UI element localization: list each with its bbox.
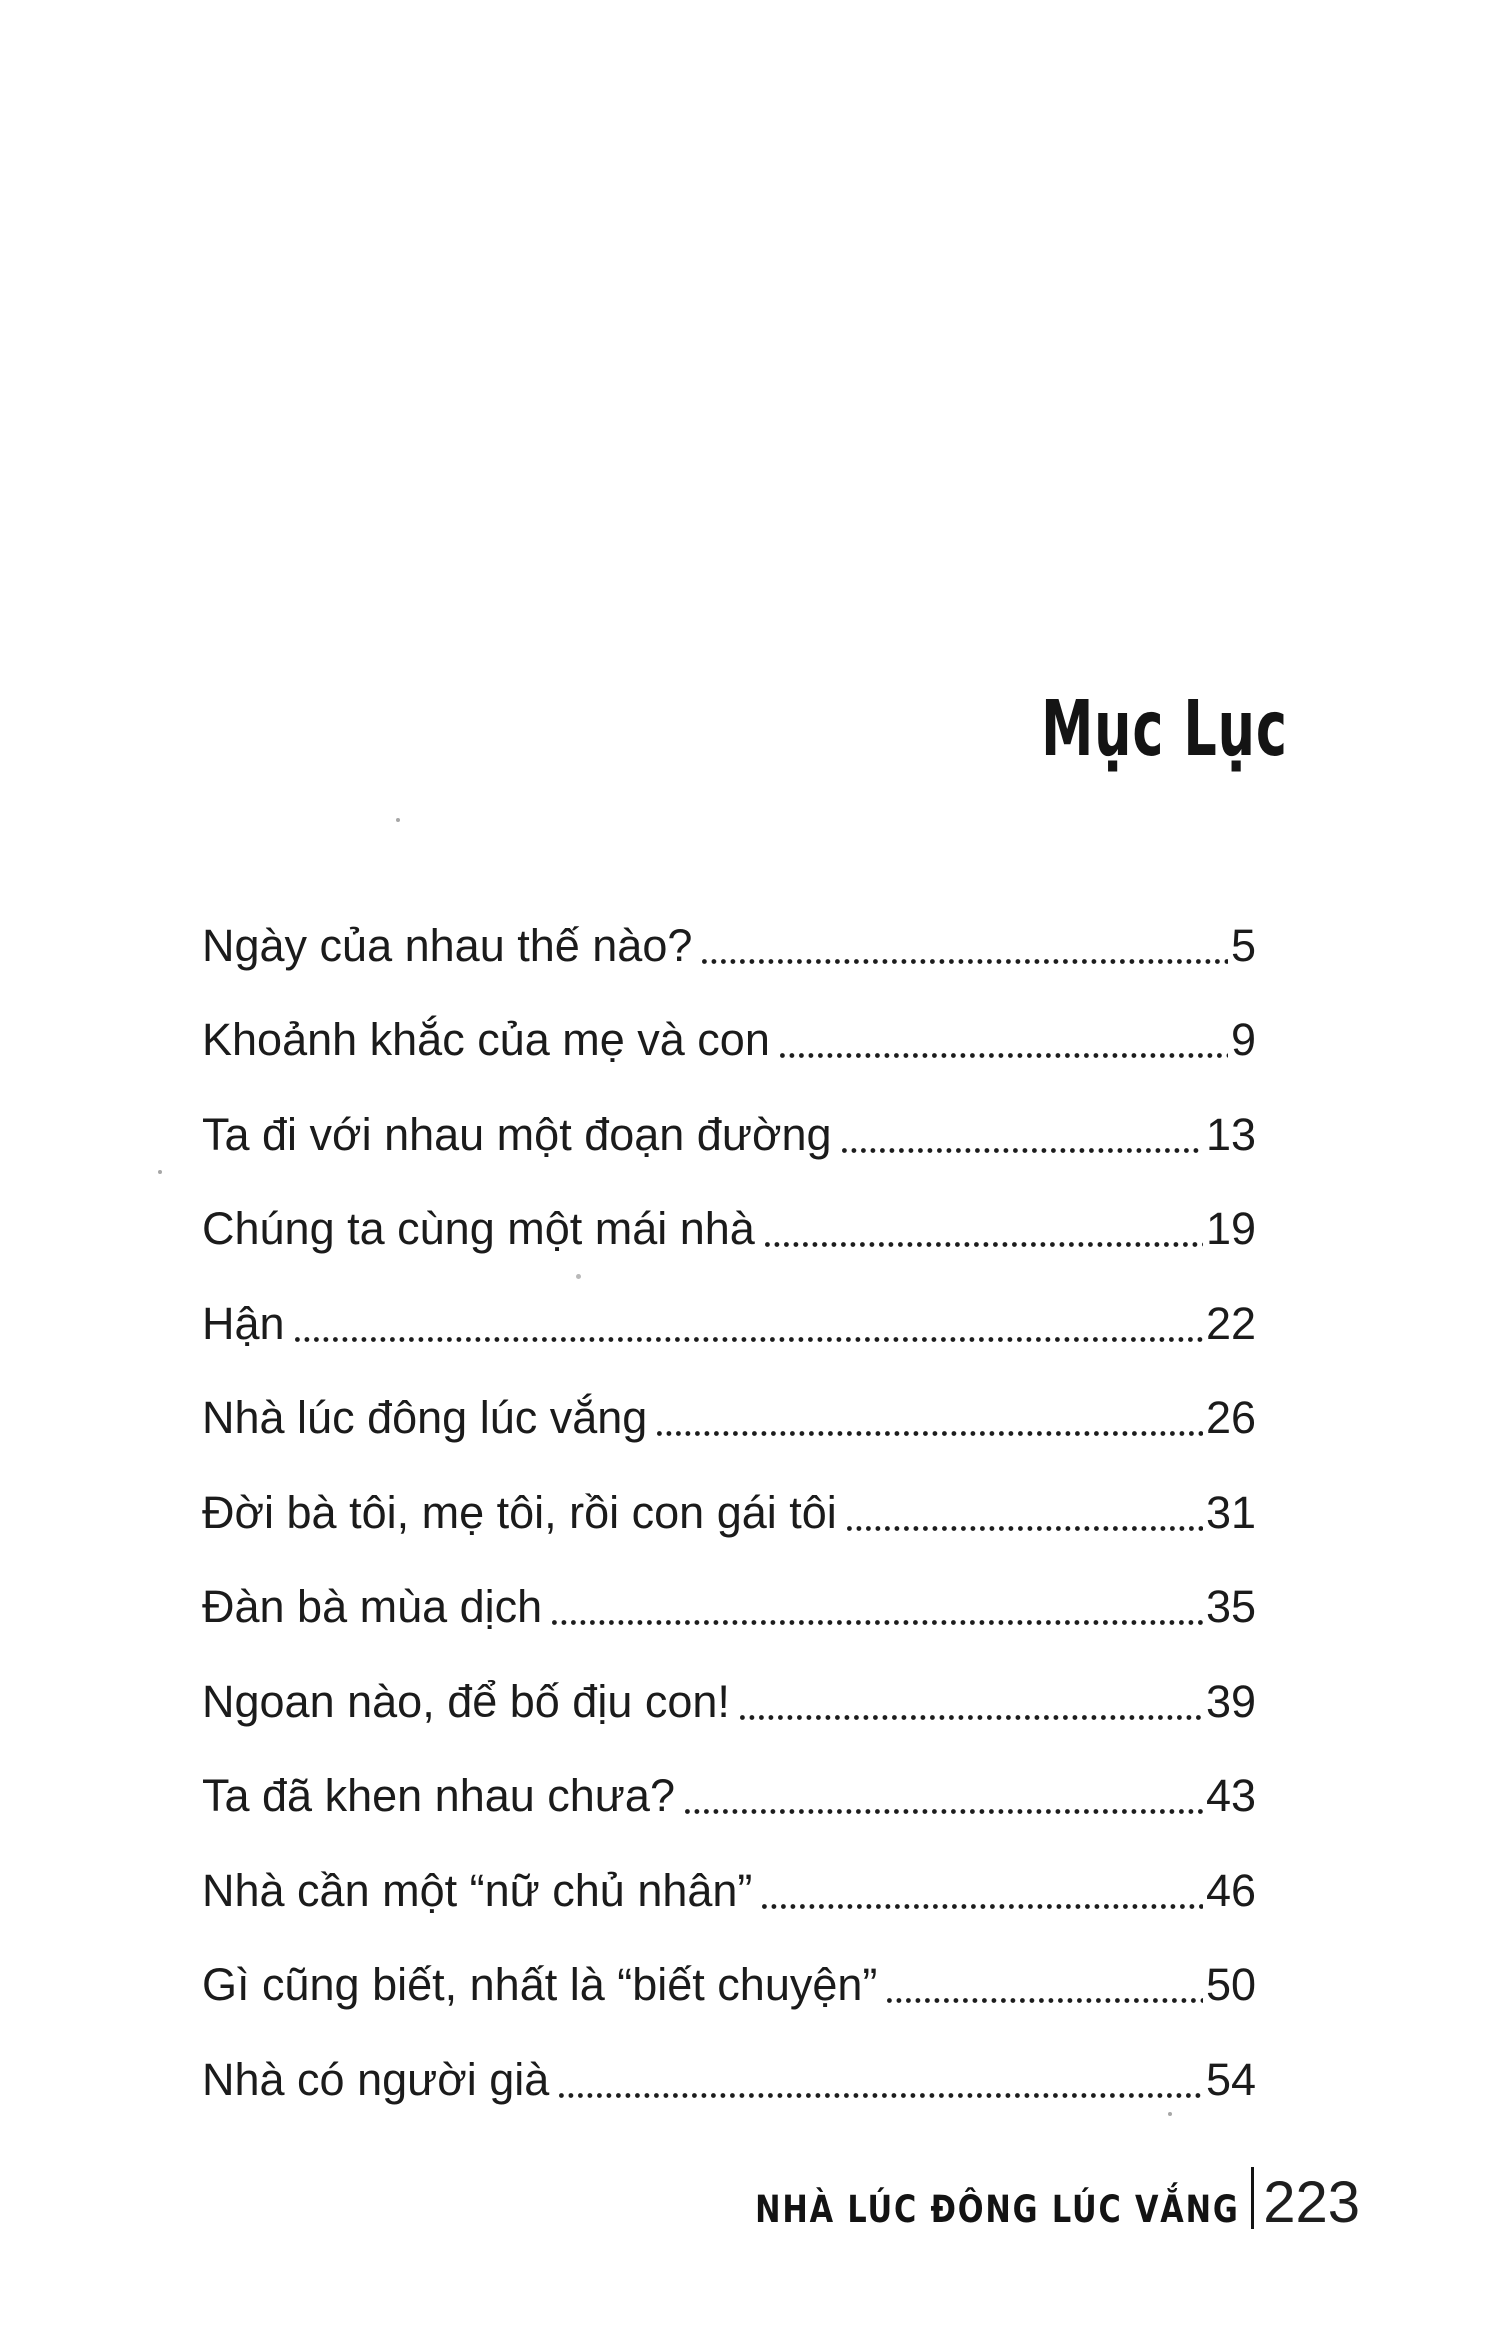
dot-leader <box>295 1337 1203 1342</box>
toc-entry-title: Nhà có người già <box>202 2053 550 2105</box>
toc-entry-title: Ngoan nào, để bố địu con! <box>202 1675 730 1727</box>
toc-entry-title: Ta đã khen nhau chưa? <box>202 1770 675 1822</box>
toc-entry-title: Ta đi với nhau một đoạn đường <box>202 1108 832 1160</box>
toc-entry <box>202 1161 1256 1256</box>
toc-entry-page: 22 <box>1205 1297 1256 1349</box>
toc-entry-title: Khoảnh khắc của mẹ và con <box>202 1014 770 1066</box>
page-footer <box>713 2160 1360 2235</box>
toc-entry-title: Đàn bà mùa dịch <box>202 1581 543 1633</box>
toc-entry-title: Gì cũng biết, nhất là “biết chuyện” <box>202 1959 878 2011</box>
dot-leader <box>702 959 1228 964</box>
toc-entry <box>202 1633 1256 1728</box>
dot-leader <box>887 1998 1203 2003</box>
scan-speck <box>576 1274 581 1279</box>
toc-entry-title: Hận <box>202 1297 285 1349</box>
dot-leader <box>847 1526 1203 1531</box>
footer-divider-line <box>1251 2167 1254 2229</box>
toc-list <box>202 877 1256 2106</box>
toc-entry <box>202 2011 1256 2106</box>
dot-leader <box>765 1242 1203 1247</box>
toc-entry <box>202 877 1256 972</box>
dot-leader <box>740 1715 1203 1720</box>
toc-entry-title: Nhà cần một “nữ chủ nhân” <box>202 1864 753 1916</box>
toc-entry-page: 31 <box>1205 1486 1256 1538</box>
toc-entry-page: 39 <box>1205 1675 1256 1727</box>
toc-entry <box>202 1728 1256 1823</box>
toc-entry-page: 50 <box>1205 1959 1256 2011</box>
toc-entry-page: 19 <box>1205 1203 1256 1255</box>
dot-leader <box>552 1620 1203 1625</box>
toc-entry <box>202 1822 1256 1917</box>
toc-entry-page: 9 <box>1230 1014 1256 1066</box>
dot-leader <box>657 1431 1203 1436</box>
toc-entry <box>202 1539 1256 1634</box>
toc-entry-title: Đời bà tôi, mẹ tôi, rồi con gái tôi <box>202 1486 837 1538</box>
toc-entry-title: Nhà lúc đông lúc vắng <box>202 1392 648 1444</box>
toc-entry-title: Chúng ta cùng một mái nhà <box>202 1203 755 1255</box>
toc-entry <box>202 1066 1256 1161</box>
toc-entry-page: 13 <box>1205 1108 1256 1160</box>
toc-entry <box>202 1917 1256 2012</box>
toc-entry <box>202 1444 1256 1539</box>
toc-entry-page: 35 <box>1205 1581 1256 1633</box>
dot-leader <box>780 1053 1228 1058</box>
footer-page-number: 223 <box>1263 2170 1360 2235</box>
toc-entry <box>202 972 1256 1067</box>
toc-entry-page: 54 <box>1205 2053 1256 2105</box>
dot-leader <box>762 1904 1203 1909</box>
toc-entry-page: 26 <box>1205 1392 1256 1444</box>
toc-entry-page: 43 <box>1205 1770 1256 1822</box>
toc-entry-page: 5 <box>1230 919 1256 971</box>
dot-leader <box>842 1148 1203 1153</box>
scan-speck <box>158 1170 162 1174</box>
toc-heading: Mục Lục <box>1041 685 1288 775</box>
toc-entry-page: 46 <box>1205 1864 1256 1916</box>
toc-entry-title: Ngày của nhau thế nào? <box>202 919 693 971</box>
toc-entry <box>202 1350 1256 1445</box>
toc-entry <box>202 1255 1256 1350</box>
scan-speck <box>1168 2112 1172 2116</box>
scan-speck <box>396 818 400 822</box>
dot-leader <box>559 2093 1203 2098</box>
dot-leader <box>685 1809 1203 1814</box>
footer-book-title: NHÀ LÚC ĐÔNG LÚC VẮNG <box>754 2187 1240 2231</box>
